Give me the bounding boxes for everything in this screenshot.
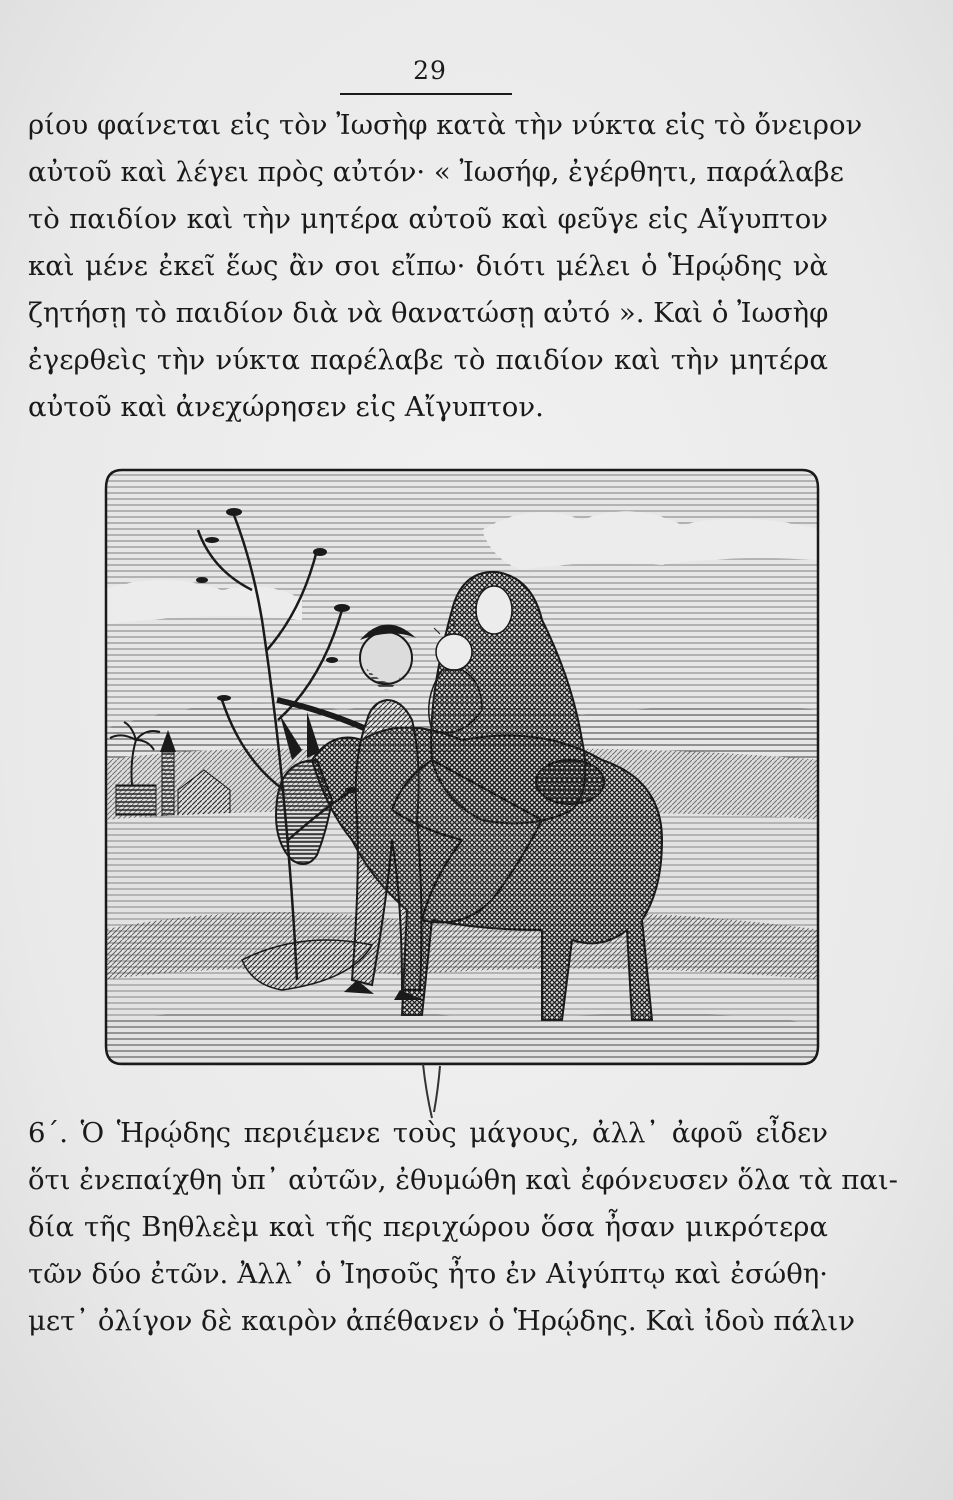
text-line: ὅτι ἐνεπαίχθη ὑπ᾽ αὐτῶν, ἐθυμώθη καὶ ἐφόνευσεν ὅλα τὰ παι-	[28, 1164, 898, 1196]
text-line: καὶ μένε ἐκεῖ ἕως ἂν σοι εἴπω· διότι μέλει ὁ Ἡρῴδης νὰ	[28, 250, 828, 282]
bottom-paragraph	[28, 1110, 898, 1345]
page-number: 29	[413, 56, 447, 85]
text-line: μετ᾽ ὀλίγον δὲ καιρὸν ἀπέθανεν ὁ Ἡρῴδης. Καὶ ἰδοὺ πάλιν	[28, 1305, 855, 1337]
text-line: τῶν δύο ἐτῶν. Ἀλλ᾽ ὁ Ἰησοῦς ἦτο ἐν Αἰγύπτῳ καὶ ἐσώθη·	[28, 1258, 828, 1290]
text-line: ἐγερθεὶς τὴν νύκτα παρέλαβε τὸ παιδίον καὶ τὴν μητέρα	[28, 344, 828, 376]
text-line: ρίου φαίνεται εἰς τὸν Ἰωσὴφ κατὰ τὴν νύκτα εἰς τὸ ὄνειρον	[28, 109, 863, 141]
flight-into-egypt-engraving	[102, 460, 822, 1070]
text-line: αὐτοῦ καὶ λέγει πρὸς αὐτόν· « Ἰωσήφ, ἐγέρθητι, παράλαβε	[28, 156, 844, 188]
text-line: τὸ παιδίον καὶ τὴν μητέρα αὐτοῦ καὶ φεῦγε εἰς Αἴγυπτον	[28, 203, 828, 235]
text-line: ζητήσῃ τὸ παιδίον διὰ νὰ θανατώσῃ αὐτό ». Καὶ ὁ Ἰωσὴφ	[28, 297, 829, 329]
header-rule	[340, 93, 512, 95]
top-paragraph	[28, 102, 863, 431]
text-line: αὐτοῦ καὶ ἀνεχώρησεν εἰς Αἴγυπτον.	[28, 391, 544, 423]
text-line: δία τῆς Βηθλεὲμ καὶ τῆς περιχώρου ὅσα ἦσαν μικρότερα	[28, 1211, 828, 1243]
text-line: 6΄. Ὁ Ἡρῴδης περιέμενε τοὺς μάγους, ἀλλ᾽ ἀφοῦ εἶδεν	[28, 1117, 828, 1149]
